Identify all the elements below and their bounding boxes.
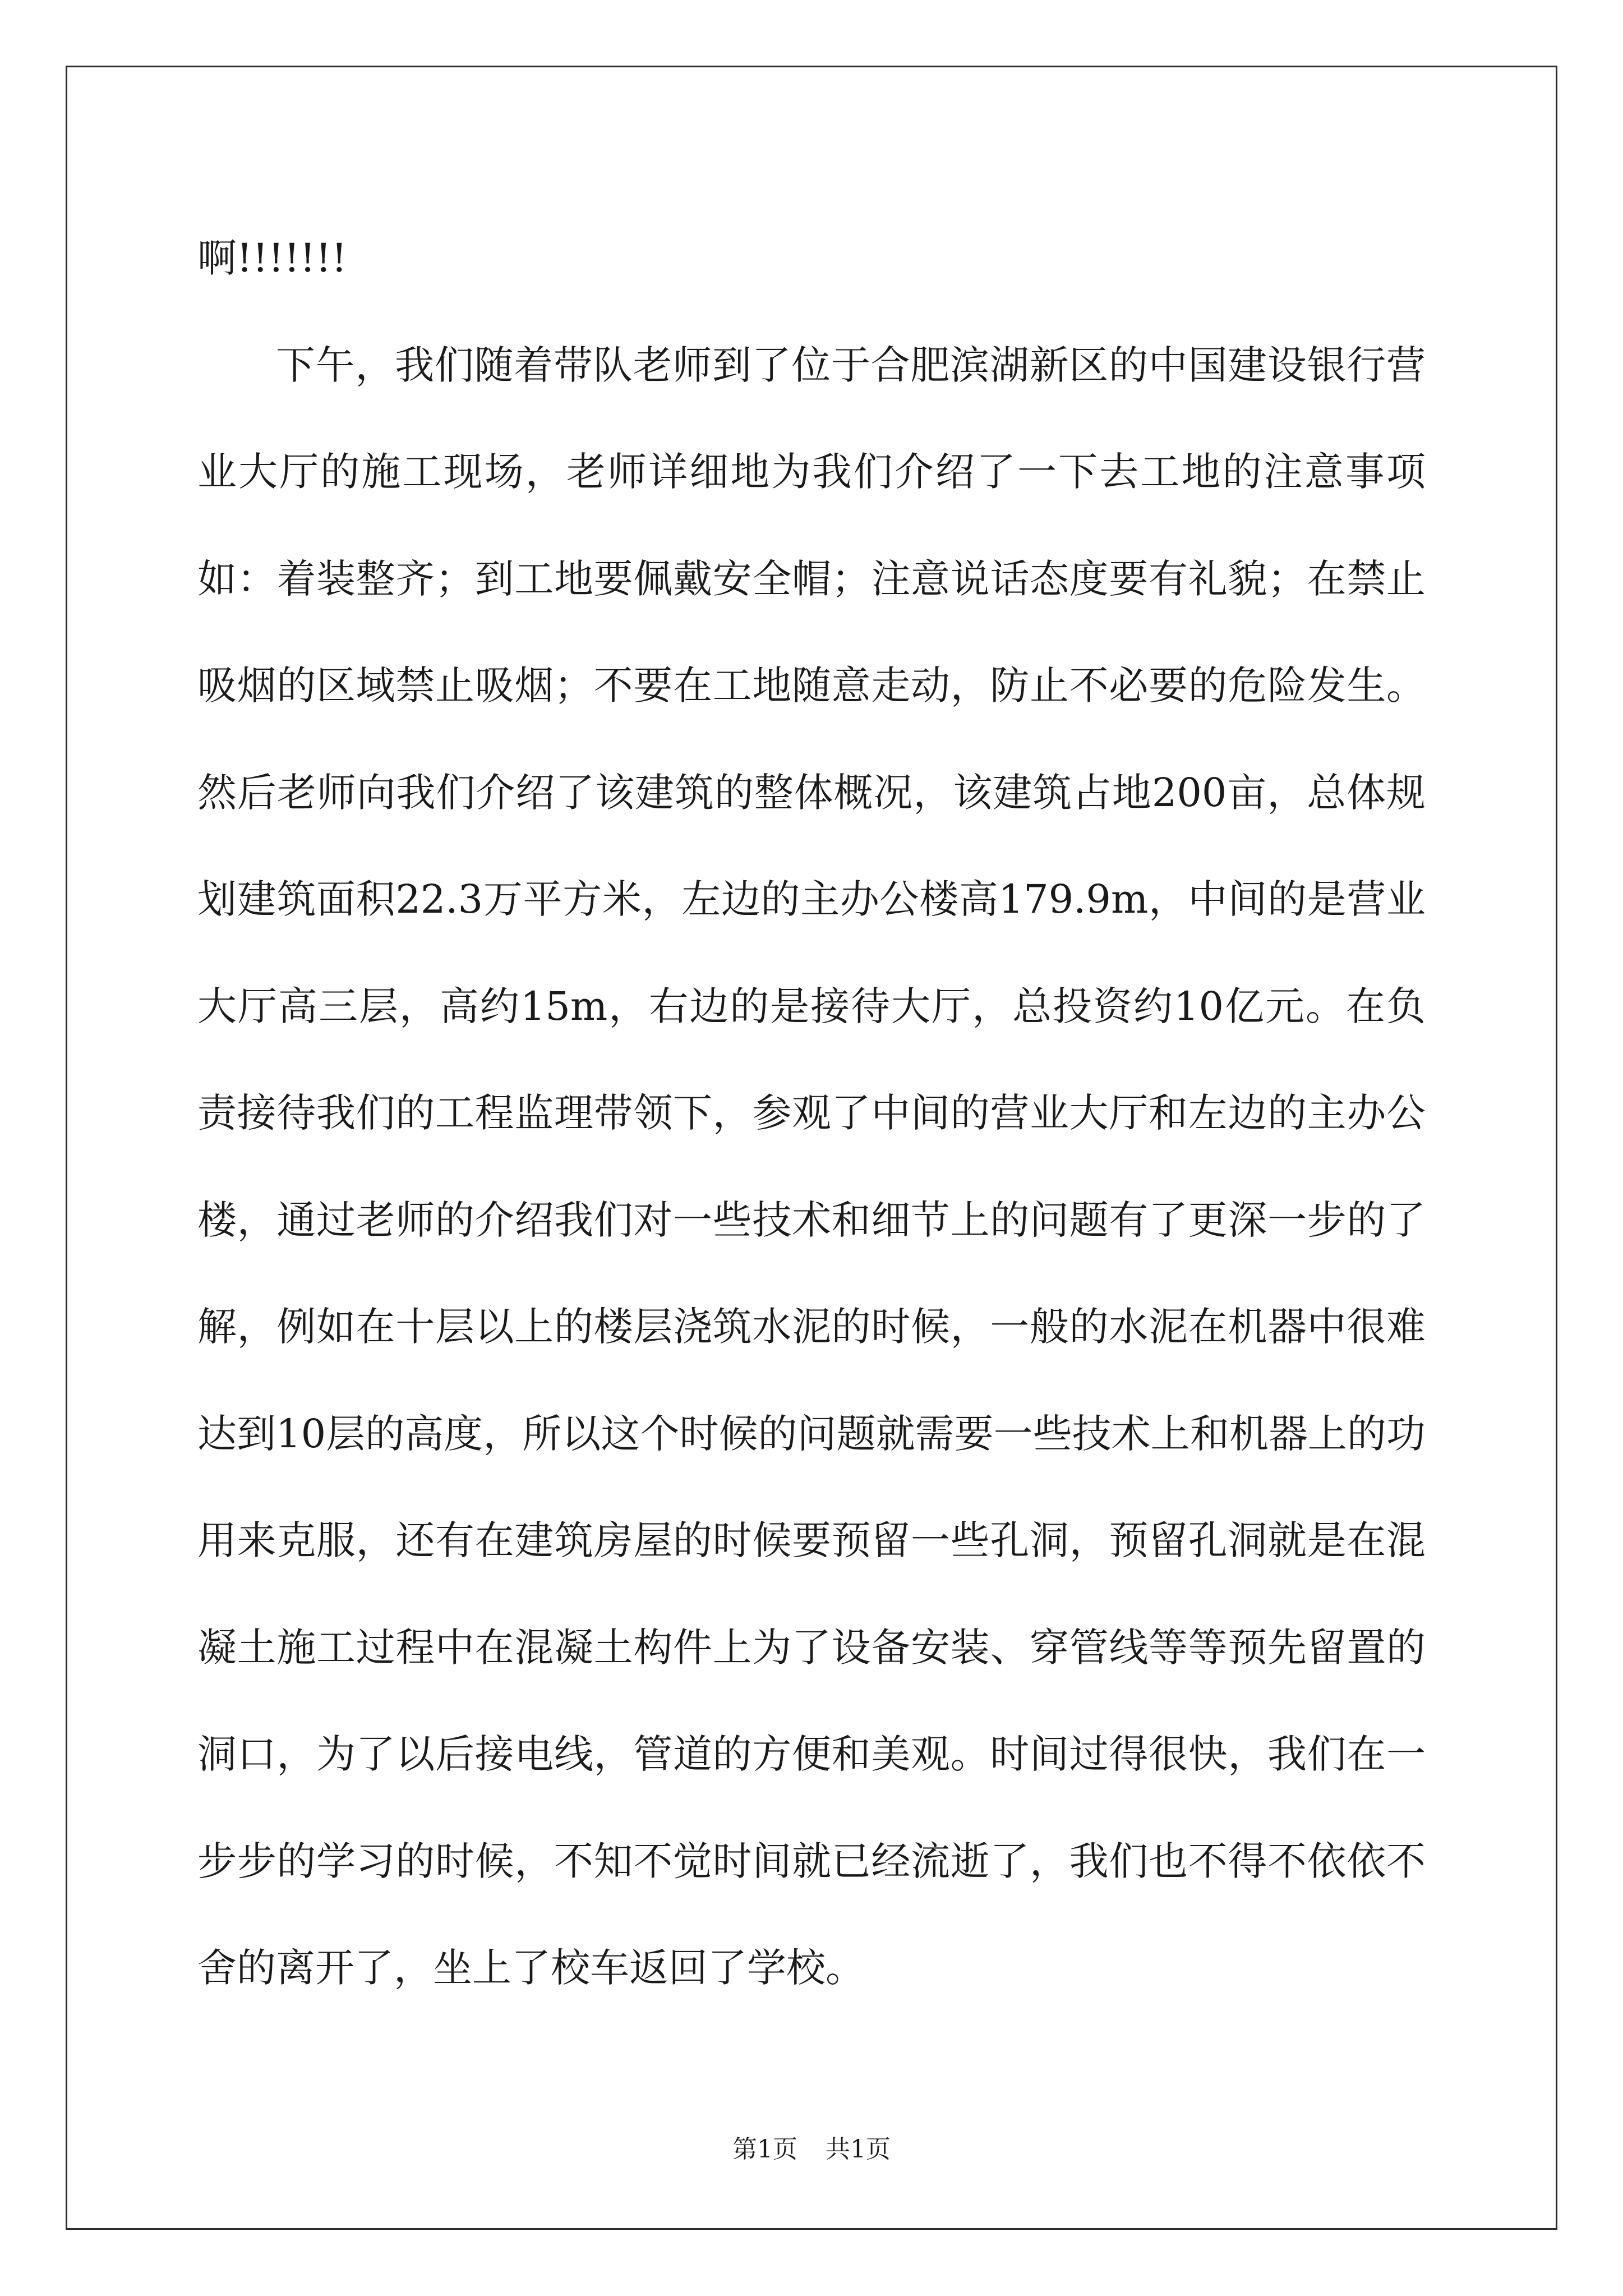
page-footer — [0, 2133, 1623, 2166]
page-total: 共1页 — [826, 2135, 891, 2164]
paragraph-1: 啊!!!!!!! — [197, 235, 347, 281]
page-number: 第1页 — [732, 2135, 797, 2164]
paragraph-2: 下午，我们随着带队老师到了位于合肥滨湖新区的中国建设银行营业大厅的施工现场，老师详细地为我们介绍了一下去工地的注意事项如：着装整齐；到工地要佩戴安全帽；注意说话态度要有礼貌；在禁止吸烟的区域禁止吸烟；不要在工地随意走动，防止不必要的危险发生。然后老师向我们介绍了该建筑的整体概况，该建筑占地200亩，总体规划建筑面积22.3万平方米，左边的主办公楼高179.9m，中间的是营业大厅高三层，高约15m，右边的是接待大厅，总投资约10亿元。在负责接待我们的工程监理带领下，参观了中间的营业大厅和左边的主办公楼，通过老师的介绍我们对一些技术和细节上的问题有了更深一步的了解，例如在十层以上的楼层浇筑水泥的时候，一般的水泥在机器中很难达到10层的高度，所以这个时候的问题就需要一些技术上和机器上的功用来克服，还有在建筑房屋的时候要预留一些孔洞，预留孔洞就是在混凝土施工过程中在混凝土构件上为了设备安装、穿管线等等预先留置的洞口，为了以后接电线，管道的方便和美观。时间过得很快，我们在一步步的学习的时候，不知不觉时间就已经流逝了，我们也不得不依依不舍的离开了，坐上了校车返回了学校。 — [197, 342, 1426, 1991]
document-body — [197, 205, 1426, 2022]
